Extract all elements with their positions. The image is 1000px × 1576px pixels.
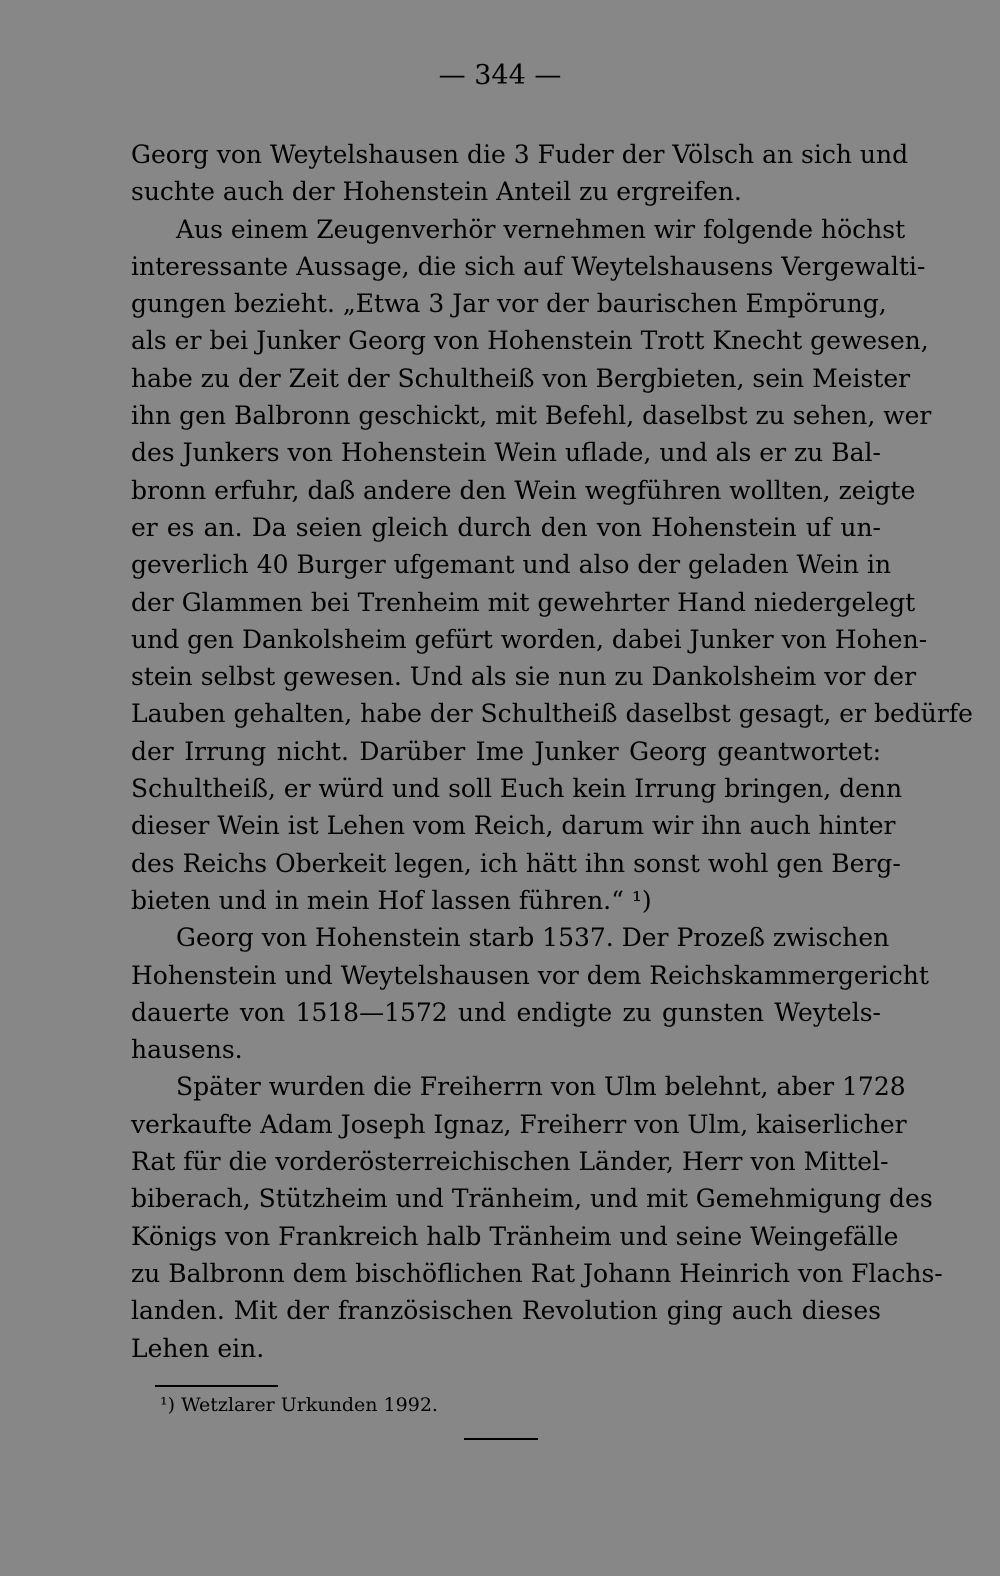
- text-line: der Glammen bei Trenheim mit gewehrter Hand niedergelegt: [131, 587, 916, 617]
- text-line: verkaufte Adam Joseph Ignaz, Freiherr von Ulm, kaiserlicher: [131, 1109, 907, 1139]
- text-line: interessante Aussage, die sich auf Weytelshausens Vergewalti-: [131, 251, 926, 281]
- end-divider: [464, 1438, 538, 1440]
- text-line: hausens.: [131, 1035, 243, 1065]
- text-line: landen. Mit der französischen Revolution ging auch dieses: [131, 1296, 881, 1326]
- page-number: — 344 —: [438, 60, 562, 91]
- text-line: gungen bezieht. „Etwa 3 Jar vor der baurischen Empörung,: [131, 289, 887, 319]
- text-line: des Junkers von Hohenstein Wein uflade, und als er zu Bal-: [131, 438, 881, 468]
- text-line: habe zu der Zeit der Schultheiß von Bergbieten, sein Meister: [131, 363, 911, 393]
- text-line: der Irrung nicht. Darüber Ime Junker Georg geantwortet:: [131, 736, 881, 766]
- text-line: und gen Dankolsheim gefürt worden, dabei Junker von Hohen-: [131, 624, 928, 654]
- text-line: zu Balbronn dem bischöflichen Rat Johann Heinrich von Flachs-: [131, 1258, 943, 1288]
- text-line: Georg von Hohenstein starb 1537. Der Prozeß zwischen: [176, 923, 890, 953]
- text-line: er es an. Da seien gleich durch den von Hohenstein uf un-: [131, 512, 881, 542]
- text-line: Später wurden die Freiherrn von Ulm belehnt, aber 1728: [176, 1072, 906, 1102]
- text-line: Lehen ein.: [131, 1333, 265, 1363]
- text-line: Hohenstein und Weytelshausen vor dem Reichskammergericht: [131, 960, 929, 990]
- text-line: stein selbst gewesen. Und als sie nun zu Dankolsheim vor der: [131, 662, 917, 692]
- text-line: Aus einem Zeugenverhör vernehmen wir folgende höchst: [176, 214, 906, 244]
- text-line: ihn gen Balbronn geschickt, mit Befehl, daselbst zu sehen, wer: [131, 401, 932, 431]
- text-line: Georg von Weytelshausen die 3 Fuder der Völsch an sich und: [131, 140, 909, 169]
- body-text: [131, 136, 973, 1367]
- text-line: als er bei Junker Georg von Hohenstein Trott Knecht gewesen,: [131, 326, 929, 356]
- text-line: bronn erfuhr, daß andere den Wein wegführen wollten, zeigte: [131, 475, 916, 505]
- text-line: biberach, Stützheim und Tränheim, und mit Gemehmigung des: [131, 1184, 933, 1214]
- text-line: dieser Wein ist Lehen vom Reich, darum wir ihn auch hinter: [131, 811, 896, 841]
- text-line: des Reichs Oberkeit legen, ich hätt ihn sonst wohl gen Berg-: [131, 848, 901, 878]
- text-line: Schultheiß, er würd und soll Euch kein Irrung bringen, denn: [131, 774, 903, 804]
- text-line: bieten und in mein Hof lassen führen.“ ¹): [131, 885, 652, 915]
- footnote: ¹) Wetzlarer Urkunden 1992.: [160, 1394, 438, 1416]
- footnote-divider: [155, 1385, 278, 1387]
- text-line: Lauben gehalten, habe der Schultheiß daselbst gesagt, er bedürfe: [131, 699, 973, 729]
- text-line: Königs von Frankreich halb Tränheim und seine Weingefälle: [131, 1221, 899, 1251]
- text-line: Rat für die vorderösterreichischen Länder, Herr von Mittel-: [131, 1147, 889, 1177]
- text-line: dauerte von 1518—1572 und endigte zu gunsten Weytels-: [131, 997, 881, 1027]
- text-line: geverlich 40 Burger ufgemant und also der geladen Wein in: [131, 550, 892, 580]
- text-line: suchte auch der Hohenstein Anteil zu ergreifen.: [131, 177, 742, 207]
